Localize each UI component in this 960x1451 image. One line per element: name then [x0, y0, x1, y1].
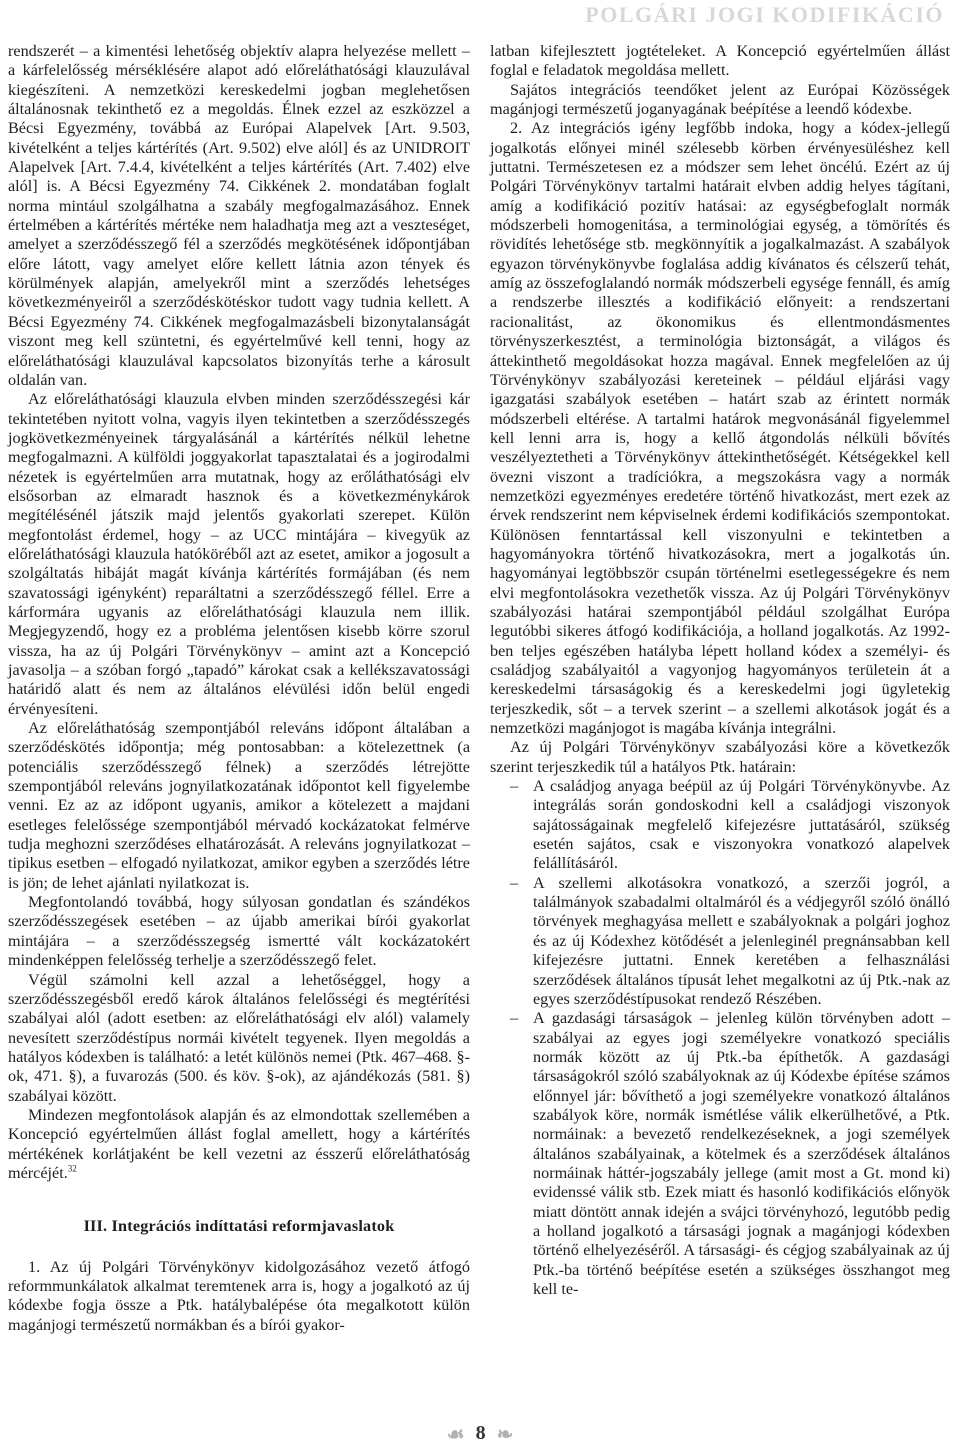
paragraph: Sajátos integrációs teendőket jelent az Európai Közösségek magánjogi természetű joganyagának beépítése a leendő kódexbe.: [490, 80, 950, 119]
running-head: POLGÁRI JOGI KODIFIKÁCIÓ: [585, 2, 944, 27]
page-footer: [0, 1422, 960, 1447]
paragraph: Végül számolni kell azzal a lehetőséggel, hogy a szerződésszegésből eredő károk általános felelősségi és megtérítési szabályai alól (adott esetben: az előreláthatósági elv alól) valamely nevesített szerződéstípus normái kivételt tegyenek. Ilyen megoldás a hatályos kódexben is található: a letét különös nemei (Ptk. 467–468. §-ok, 471. §), a fuvarozás (500. és köv. §-ok), az ajándékozás (581. §) szabályai között.: [8, 970, 470, 1105]
list-item: [490, 874, 950, 1009]
ornament-right-icon: ❧: [496, 1424, 514, 1446]
right-column: [490, 42, 950, 1299]
dash-bullet: –: [510, 1009, 519, 1028]
paragraph: [8, 1106, 470, 1183]
ornament-left-icon: ☙: [446, 1424, 465, 1446]
paragraph: rendszerét – a kimentési lehetőség objektív alapra helyezése mellett – a kárfelelősség mérséklésére alapot adó előreláthatósági klauzulával kiegészíteni. A nemzetközi kereskedelmi jogban meglehetősen általánosnak tekinthető ez a megoldás. Élnek ezzel az eszközzel a Bécsi Egyezmény, továbbá az Európai Alapelvek [Art. 9.503, kivételként a teljes kártérítés (Art. 9.502) elve alól] és az UNIDROIT Alapelvek [Art. 7.4.4, kivételként a teljes kártérítés (Art. 7.402) elve alól] is. A Bécsi Egyezmény 74. Cikkének 2. mondatában foglalt norma mintául szolgálhatna a szabály megfogalmazásához. Ennek értelmében a kártérítés mértéke nem haladhatja meg azt a veszteséget, amelyet a szerződésszegő fél a szerződés megkötésének időpontjában előre látott, vagy amelyet előre kellett látnia azon tények és körülmények alapján, amelyekről mint a szerződés lehetséges következményeiről a szerződéskötéskor tudott vagy tudnia kellett. A Bécsi Egyezmény 74. Cikkének megfogalmazásbeli bizonytalanságát viszont meg kell szüntetni, és egyértelművé kell tenni, hogy az előreláthatósági klauzulával kapcsolatos bizonyítás terhe a károsult oldalán van.: [8, 42, 470, 389]
paragraph: Az előreláthatóság szempontjából releváns időpont általában a szerződéskötés időpontja; még pontosabban: a kötelezettnek (a potenciális szerződésszegő félnek) a szerződés létrejötte szempontjából releváns jognyilatkozatának időpontot kell figyelembe venni. Ez az az időpont ugyanis, amikor a kötelezett a majdani esetleges felelőssége szempontjából mérvadó kockázatokat felmérve tudja meghozni szerződéses elhatározását. A releváns jognyilatkozat – tipikus esetben – elfogadó nyilatkozat, amikor egyben a szerződés létre is jön; de lehet ajánlati nyilatkozat is.: [8, 719, 470, 892]
scope-list: [490, 777, 950, 1299]
dash-bullet: –: [510, 777, 519, 796]
paragraph: Megfontolandó továbbá, hogy súlyosan gondatlan és szándékos szerződésszegések esetében – az újabb amerikai bírói gyakorlat mintájára – a szerződésszegség ismertté vált kockázatokért mindenképpen felelősség terhelje a szerződésszegő felet.: [8, 893, 470, 970]
left-column: [8, 42, 470, 1335]
paragraph: 2. Az integrációs igény legfőbb indoka, hogy a kódex-jellegű jogalkotás előnyei minél szélesebb körben érvényesüléshez kell juttatni. Természetesen ez a módszer sem lehet öncélú. Ezért az új Polgári Törvénykönyv tartalmi határait elvben addig helyes tágítani, amíg a kodifikáció pozitív hatásai: az egységbefoglalt normák módszerbeli homogenitása, a terminológiai egység, a tömörítés és rövidítés lehetősége stb. megkönnyítik a jogalkalmazást. A szabályok egyazon törvénykönyvbe foglalása addig kívánatos és célszerű tehát, amíg az összefoglalandó normák módszerbeli egysége fennáll, és amíg a rendszerbe illesztés a kodifikáció előnyeit: a rendszertani racionalitást, az ökonomikus és ellentmondásmentes törvényszerkesztést, a terminológia biztonságát, a világos és áttekinthető megoldásokat hozza magával. Ennek megfelelően az új Törvénykönyv szabályozási kereteinek – például eljárási vagy igazgatási szabályok esetében – határt szab az érintett normák módszerbeli eltérése. A tartalmi határok megvonásánál figyelemmel kell lenni arra is, hogy a kellő átgondolás nélküli bővítés veszélyeztetheti a Törvénykönyv áttekinthetőségét. Kétségekkel kell övezni viszont a tradíciókra, a megszokásra vagy a normák nemzetközi egyezményes eredetére történő hivatkozást, mert ezek az érvek rendszerint nem képviselnek érdemi kodifikációs szempontokat. Különösen fenntartással kell viszonyulni e tekintetben a hagyományokra történő hivatkozásokra, mert a jogalkotás ún. hagyományai legtöbbször csupán történelmi esetlegességekre és nem elvi megfontolásokra vezethetők vissza. Az új Polgári Törvénykönyv szabályozási határai szempontjából például szolgálhat Európa legutóbbi sikeres átfogó kodifikációja, a holland jogalkotás. Az 1992-ben teljes egészében hatályba lépett holland kódex a személyi- és családjog szabályaitól a vagyonjog hagyományos területein át a kereskedelmi társaságokig és a kereskedelmi jogi ügyletekig terjeszkedik, sőt – a tervek szerint – a szellemi alkotások jogát és a nemzetközi magánjogot is magába kívánja integrálni.: [490, 119, 950, 738]
dash-bullet: –: [510, 873, 519, 892]
list-item: [490, 777, 950, 874]
paragraph: 1. Az új Polgári Törvénykönyv kidolgozásához vezető átfogó reformmunkálatok alkalmat teremtenek arra is, hogy a jogalkotó az új kódexbe fogja össze a Ptk. hatálybalépése óta megalkotott külön magánjogi természetű normákban és a bírói gyakor-: [8, 1257, 470, 1334]
list-item-text: A gazdasági társaságok – jelenleg külön törvényben adott – szabályai az egyes jogi személyekre vonatkozó speciális normák között az új Ptk.-ba építhetők. A gazdasági társaságokról szóló szabályoknak az új Kódexbe építése számos előnnyel jár: bővíthető a jogi személyekre vonatkozó általános szabályok köre, normák ismétlése válik elkerülhetővé, a Ptk. normáinak: a bevezető rendelkezéseknek, a jogi személyek általános szabályainak, a kötelmek és a szerződések általános normáinak háttér-jogszabály jellege (amit most a Gt. mond ki) evidenssé válik stb. Ezek miatt és hasonló kodifikációs előnyök miatt döntött annak idején a svájci törvényhozó, legutóbb pedig a holland jogalkotó a társasági jognak a magánjogi kódexben történő elhelyezéséről. A társasági- és cégjog szabályainak az új Ptk.-ba történő beépítése esetén a szükséges összhangot meg kell te-: [533, 1009, 950, 1298]
footnote-ref[interactable]: 32: [67, 1163, 77, 1174]
list-item: [490, 1009, 950, 1299]
paragraph: Az új Polgári Törvénykönyv szabályozási köre a következők szerint terjeszkedik túl a hatályos Ptk. határain:: [490, 738, 950, 776]
paragraph: latban kifejlesztett jogtételeket. A Koncepció egyértelműen állást foglal e feladatok megoldása mellett.: [490, 42, 950, 80]
section-title: III. Integrációs indíttatási reformjavaslatok: [83, 1217, 395, 1236]
list-item-text: A szellemi alkotásokra vonatkozó, a szerzői jogról, a találmányok szabadalmi oltalmáról és a védjegyről szóló önálló törvények meghagyása mellett e szabályoknak a polgári joghoz és az új Kódexhez kötődését a jelenleginél pregnánsabban kell kifejezésre juttatni. Ennek keretében a felhasználási szerződések általános típusát lehet megalkotni az új Ptk.-nak az egyes szerződéstípusokat rendező Részében.: [533, 873, 950, 1008]
page-number: 8: [475, 1422, 486, 1445]
list-item-text: A családjog anyaga beépül az új Polgári Törvénykönyvbe. Az integrálás során gondoskodni kell a családjogi viszonyok sajátosságainak megfelelő kifejezésre juttatásáról, szükség esetén sajátos, csak e viszonyokra vonatkozó alapelvek felállításáról.: [533, 777, 950, 873]
paragraph-text: Mindezen megfontolások alapján és az elmondottak szellemében a Koncepció egyértelműen állást foglal amellett, hogy a kártérítés mértékének korlátjaként be kell vezetni az ésszerű előreláthatóság mércéjét.: [8, 1105, 470, 1182]
paragraph: Az előreláthatósági klauzula elvben minden szerződésszegési kár tekintetében nyitott volna, vagyis ilyen tekintetben a szerződésszegés jogkövetkezményeinek tárgyalásánál a kártérítés nélkül lehetne megfogalmazni. A külföldi joggyakorlat tapasztalatai és a jogirodalmi nézetek is egyértelműen arra mutatnak, hogy az erőláthatósági elv elsősorban az elmaradt hasznok és a következménykárok megítélésénél játszik majd jelentős gyakorlati szerepet. Külön megfontolást érdemel, hogy – az UCC mintájára – kivegyük az előreláthatósági klauzula hatóköréből azt az esetet, amikor a jogosult a szolgáltatás hibáját magát kívánja kártérítés formájában (és nem szavatossági igényként) reparáltatni a szerződésszegő féllel. Erre a kárformára ugyanis az előreláthatósági klauzula nem illik. Megjegyzendő, hogy ez a probléma jelentősen kisebb körre szorul vissza, ha az új Polgári Törvénykönyv – amint azt a Koncepció javasolja – a szóban forgó „tapadó” károkat csak a kellékszavatossági határidő alatt és nem az általános elévülési időn belül engedi érvényesíteni.: [8, 390, 470, 718]
